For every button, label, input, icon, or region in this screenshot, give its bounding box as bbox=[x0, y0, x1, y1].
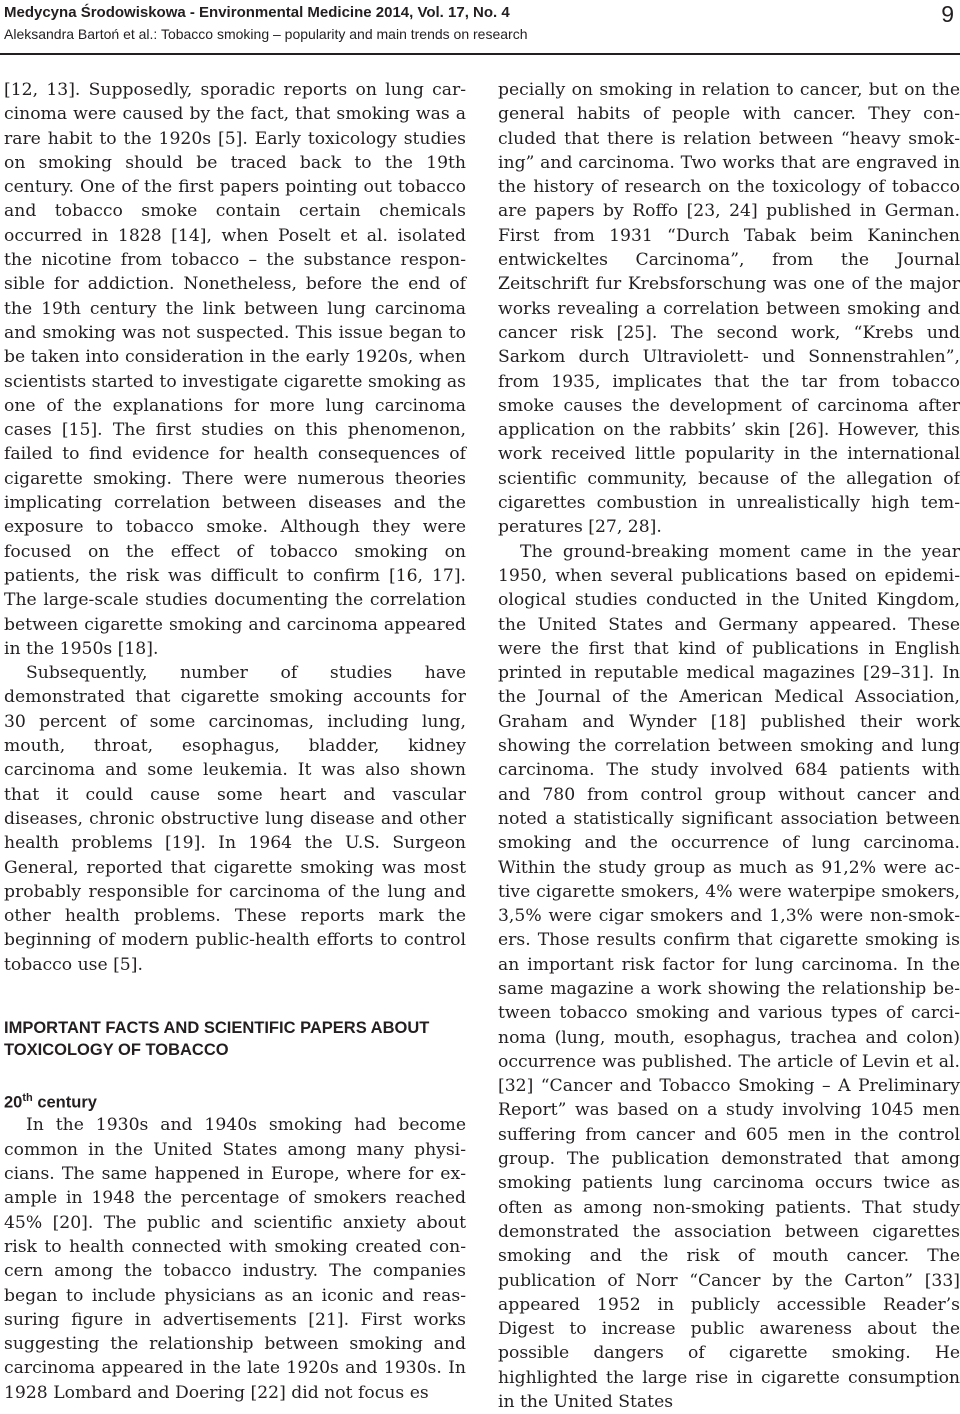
running-title: Aleksandra Bartoń et al.: Tobacco smoking – popularity and main trends on research bbox=[4, 26, 528, 42]
paragraph: The ground-breaking moment came in the year 1950, when several publications based on epidemiological studies conducted in the United Kingdom, the United States and Germany appeared. These were the first that kind of publications in English printed in reputable medical magazines [29–31]. In the Journal of the American Medical Association, Graham and Wynder [18] published their work showing the correlation between smoking and lung carcinoma. The study involved 684 patients with and 780 from control group without cancer and noted a statistically significant association between smoking and the occurrence of lung carcinoma. Within the study group as much as 91,2% were active cigarette smokers, 4% were waterpipe smokers, 3,5% were cigar smokers and 1,3% were non-smokers. Those results confirm that cigarette smoking is an important risk factor for lung carcinoma. In the same magazine a work showing the relationship between tobacco smoking and various types of carcinoma (lung, mouth, esophagus, trachea and colon) occurrence was published. The article of Levin et al. [32] “Cancer and Tobacco Smoking – A Preliminary Report” was based on a study involving 1045 men suffering from cancer and 605 men in the control group. The publication demonstrated that among smoking patients lung carcinoma occurs twice as often as among non-smoking patients. That study demonstrated the association between cigarettes smoking and the risk of mouth cancer. The publication of Norr “Cancer by the Carton” [33] appeared 1952 in publicly accessible Reader’s Digest to increase public awareness about the possible dangers of cigarette smoking. He highlighted the large rise in cigarette consumption in the United States bbox=[498, 541, 960, 1413]
paragraph: [12, 13]. Supposedly, sporadic reports on lung carcinoma were caused by the fact, that smoking was a rare habit to the 1920s [5]. Early toxicology studies on smoking should be traced back to the 19th century. One of the first papers pointing out tobacco and tobacco smoke contain certain chemicals occurred in 1828 [14], when Poselt et al. isolated the nicotine from tobacco – the substance responsible for addiction. Nonetheless, before the end of the 19th century the link between lung carcinoma and smoking was not suspected. This issue began to be taken into consideration in the early 1920s, when scientists started to investigate cigarette smoking as one of the explanations for more lung carcinoma cases [15]. The first studies on this phenomenon, failed to find evidence for health consequences of cigarette smoking. There were numerous theories implicating correlation between diseases and the exposure to tobacco smoke. Although they were focused on the effect of tobacco smoking on patients, the risk was difficult to confirm [16, 17]. The large-scale studies documenting the correlation between cigarette smoking and carcinoma appeared in the 1950s [18]. bbox=[4, 80, 466, 659]
section-heading: IMPORTANT FACTS AND SCIENTIFIC PAPERS ABOUT TOXICOLOGY OF TOBACCO bbox=[4, 1018, 430, 1059]
right-column bbox=[498, 78, 960, 1414]
header-rule bbox=[0, 53, 960, 55]
sub-heading bbox=[4, 1087, 466, 1114]
page-header bbox=[0, 0, 960, 70]
page-number: 9 bbox=[941, 1, 954, 27]
paragraph: In the 1930s and 1940s smoking had become common in the United States among many physicians. The same happened in Europe, where for example in 1948 the percentage of smokers reached 45% [20]. The public and scientific anxiety about risk to health connected with smoking created concern among the tobacco industry. The companies began to include physicians as an iconic and reassuring figure in advertisements [21]. First works suggesting the relationship between smoking and carcinoma appeared in the late 1920s and 1930s. In 1928 Lombard and Doering [22] did not focus es bbox=[4, 1115, 466, 1403]
paragraph: pecially on smoking in relation to cancer, but on the general habits of people with cancer. They concluded that there is relation between “heavy smoking” and carcinoma. Two works that are engraved in the history of research on the toxicology of tobacco are papers by Roffo [23, 24] published in German. First from 1931 “Durch Tabak beim Kaninchen entwickeltes Carcinoma”, from the Journal Zeitschrift fur Krebsforschung was one of the major works revealing a correlation between smoking and cancer risk [25]. The second work, “Krebs und Sarkom durch Ultraviolett- und Sonnenstrahlen”, from 1935, implicates that the tar from tobacco smoke causes the development of carcinoma after application on the rabbits’ skin [26]. However, this work received little popularity in the international scientific community, because of the allegation of cigarettes combustion in unrealistically high temperatures [27, 28]. bbox=[498, 80, 960, 538]
left-column bbox=[4, 78, 466, 1405]
sub-heading-suffix: th bbox=[22, 1091, 33, 1104]
sub-heading-text: century bbox=[32, 1093, 97, 1112]
paragraph: Subsequently, number of studies have demonstrated that cigarette smoking accounts for 30 percent of some carcinomas, including lung, mouth, throat, esophagus, bladder, kidney carcinoma and some leukemia. It was also shown that it could cause some heart and vascular diseases, chronic obstructive lung disease and other health problems [19]. In 1964 the U.S. Surgeon General, reported that cigarette smoking was most probably responsible for carcinoma of the lung and other health problems. These reports mark the beginning of modern public-health efforts to control tobacco use [5]. bbox=[4, 663, 466, 975]
journal-title: Medycyna Środowiskowa - Environmental Medicine 2014, Vol. 17, No. 4 bbox=[4, 4, 510, 21]
sub-heading-number: 20 bbox=[4, 1093, 23, 1112]
